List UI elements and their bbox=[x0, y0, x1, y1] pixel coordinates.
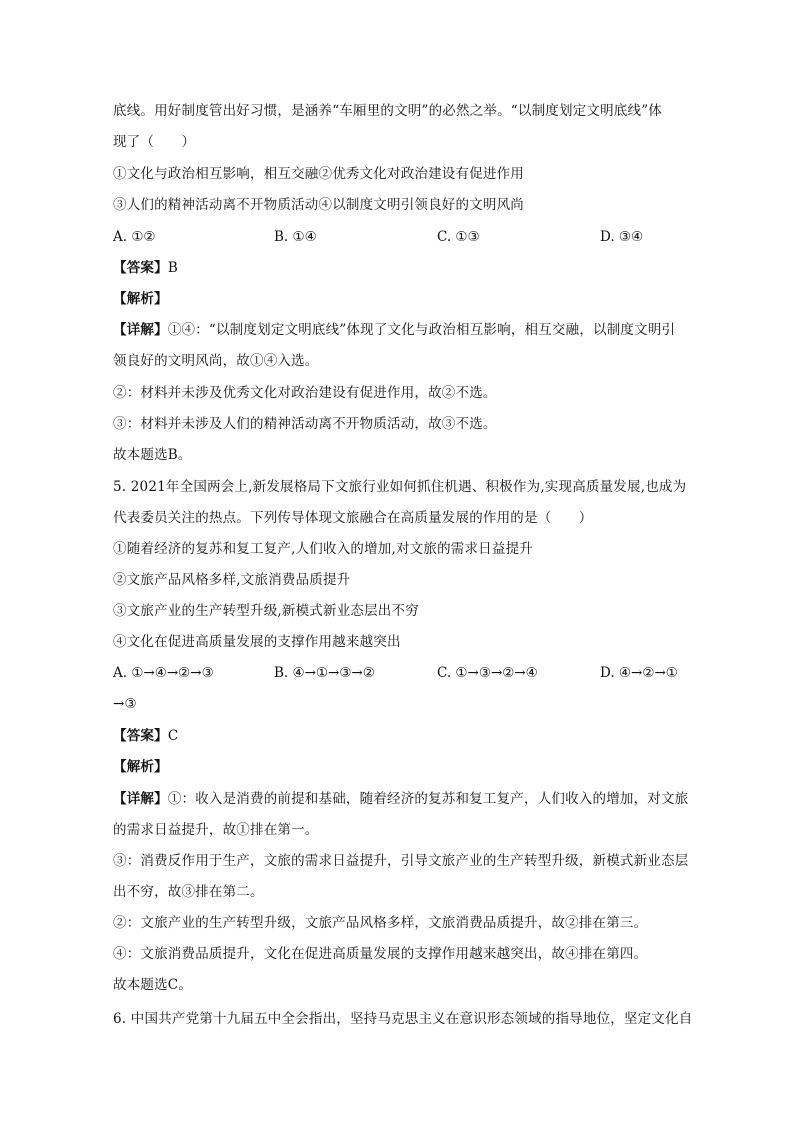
q4-stem-line-1: 底线。用好制度管出好习惯，是涵养“车厢里的文明”的必然之举。“以制度划定文明底线”体 bbox=[113, 103, 663, 119]
q5-options bbox=[113, 663, 713, 683]
detail-tag: 【详解】 bbox=[113, 322, 168, 338]
q5-item-line-1: ①随着经济的复苏和复工复产,人们收入的增加,对文旅的需求日益提升 bbox=[113, 541, 533, 557]
answer-tag: 【答案】 bbox=[113, 260, 168, 276]
q5-detail-line-6: ④：文旅消费品质提升，文化在促进高质量发展的支撑作用越来越突出，故④排在第四。 bbox=[113, 946, 648, 962]
q5-analysis-tag: 【解析】 bbox=[113, 759, 168, 775]
q5-option-c: C. ①→③→②→④ bbox=[437, 665, 538, 681]
q5-item-line-2: ②文旅产品风格多样,文旅消费品质提升 bbox=[113, 572, 351, 588]
q5-answer bbox=[113, 726, 713, 746]
q5-option-d: D. ④→②→① bbox=[600, 665, 678, 681]
q5-item-line-3: ③文旅产业的生产转型升级,新模式新业态层出不穷 bbox=[113, 603, 419, 619]
q4-detail-line-1 bbox=[113, 320, 713, 340]
q4-options bbox=[113, 227, 713, 247]
q5-stem-line-2: 代表委员关注的热点。下列传导体现文旅融合在高质量发展的作用的是（ ） bbox=[113, 510, 593, 526]
q4-item-line-2: ③人们的精神活动离不开物质活动④以制度文明引领良好的文明风尚 bbox=[113, 197, 524, 213]
q5-stem-line-1: 5. 2021年全国两会上,新发展格局下文旅行业如何抓住机遇、积极作为,实现高质量发展,也成为 bbox=[113, 479, 687, 495]
detail-tag: 【详解】 bbox=[113, 791, 168, 807]
q5-detail-line-1 bbox=[113, 789, 713, 809]
q6-stem-line-1: 6. 中国共产党第十九届五中全会指出，坚持马克思主义在意识形态领域的指导地位，坚定文化自 bbox=[113, 1011, 693, 1027]
detail-text: ①④：“以制度划定文明底线”体现了文化与政治相互影响，相互交融，以制度文明引 bbox=[167, 322, 676, 338]
answer-tag: 【答案】 bbox=[113, 728, 168, 744]
q5-detail-line-4: 出不穷，故③排在第二。 bbox=[113, 884, 264, 900]
q5-conclusion: 故本题选C。 bbox=[113, 977, 193, 993]
q4-item-line-1: ①文化与政治相互影响，相互交融②优秀文化对政治建设有促进作用 bbox=[113, 166, 524, 182]
answer-value: B bbox=[167, 260, 178, 276]
q4-detail-line-2: 领良好的文明风尚，故①④入选。 bbox=[113, 353, 319, 369]
q4-stem-line-2: 现了（ ） bbox=[113, 134, 196, 150]
q5-detail-line-5: ②：文旅产业的生产转型升级，文旅产品风格多样，文旅消费品质提升，故②排在第三。 bbox=[113, 915, 648, 931]
detail-text: ①：收入是消费的前提和基础，随着经济的复苏和复工复产，人们收入的增加，对文旅 bbox=[167, 791, 689, 807]
q4-option-a: A. ①② bbox=[113, 229, 156, 245]
q5-option-d-wrap: →③ bbox=[113, 696, 137, 712]
q4-detail-line-4: ③：材料并未涉及人们的精神活动离不开物质活动，故③不选。 bbox=[113, 416, 497, 432]
q5-detail-line-2: 的需求日益提升，故①排在第一。 bbox=[113, 822, 319, 838]
q4-analysis-tag: 【解析】 bbox=[113, 291, 168, 307]
q4-option-b: B. ①④ bbox=[274, 229, 317, 245]
q4-option-c: C. ①③ bbox=[437, 229, 480, 245]
q4-detail-line-3: ②：材料并未涉及优秀文化对政治建设有促进作用，故②不选。 bbox=[113, 385, 497, 401]
answer-value: C bbox=[167, 728, 179, 744]
q5-item-line-4: ④文化在促进高质量发展的支撑作用越来越突出 bbox=[113, 634, 401, 650]
q5-detail-line-3: ③：消费反作用于生产，文旅的需求日益提升，引导文旅产业的生产转型升级，新模式新业态层 bbox=[113, 853, 689, 869]
q4-option-d: D. ③④ bbox=[600, 229, 644, 245]
q4-answer bbox=[113, 258, 713, 278]
q4-conclusion: 故本题选B。 bbox=[113, 447, 192, 463]
q5-option-a: A. ①→④→②→③ bbox=[113, 665, 214, 681]
q5-option-b: B. ④→①→③→② bbox=[274, 665, 375, 681]
